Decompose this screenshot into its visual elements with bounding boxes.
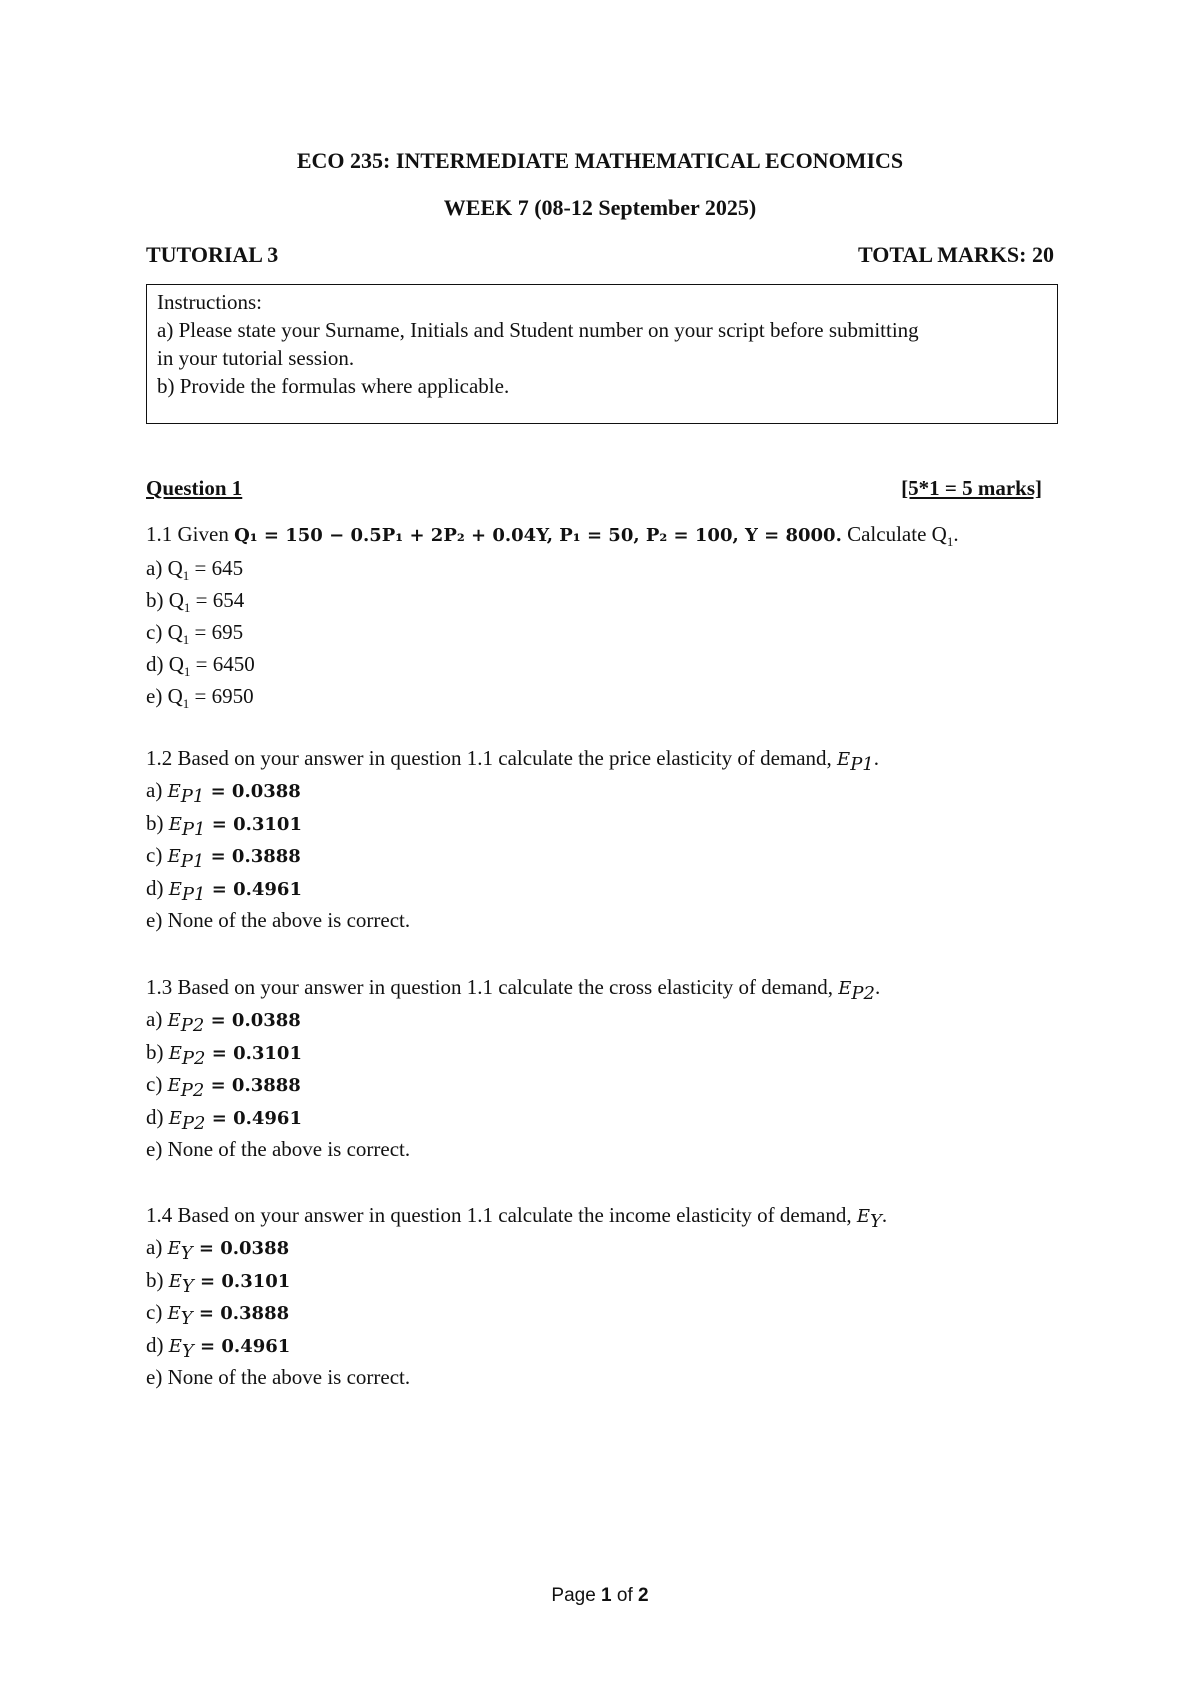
q11-option: d) $Q_1 = 6450$: [146, 652, 255, 680]
q12-option: c) $E_{P1} = 0.3888$: [146, 843, 301, 873]
q12-option: b) $E_{P1} = 0.3101$: [146, 810, 302, 840]
q13-stem: 1.3 Based on your answer in question 1.1 calculate the cross elasticity of demand, $E_{P2}$.: [146, 975, 881, 1005]
question-marks: [5*1 = 5 marks]: [901, 476, 1042, 500]
page-footer: Page 1 of 2: [551, 1585, 649, 1606]
q12-option: d) $E_{P1} = 0.4961$: [146, 875, 302, 905]
q11-option: c) $Q_1 = 695$: [146, 620, 244, 648]
q14-stem: 1.4 Based on your answer in question 1.1 calculate the income elasticity of demand, $E_Y$.: [146, 1203, 888, 1233]
q14-option: b) $E_Y = 0.3101$: [146, 1267, 291, 1297]
total-marks: TOTAL MARKS: 20: [858, 242, 1054, 267]
q14-option-none: e) None of the above is correct.: [146, 1365, 411, 1389]
q14-option: d) $E_Y = 0.4961$: [146, 1332, 291, 1362]
q11-formula: Q₁ = 150 − 0.5P₁ + 2P₂ + 0.04Y, P₁ = 50, P₂ = 100, Y = 8000.: [234, 525, 842, 546]
instruction-b: b) Provide the formulas where applicable.: [157, 374, 510, 398]
q13-option-none: e) None of the above is correct.: [146, 1137, 411, 1161]
q12-stem: 1.2 Based on your answer in question 1.1 calculate the price elasticity of demand, $E_{P1}$.: [146, 746, 880, 776]
q13-option: a) $E_{P2} = 0.0388$: [146, 1007, 301, 1037]
q11-option: e) $Q_1 = 6950$: [146, 684, 254, 712]
week-title: WEEK 7 (08-12 September 2025): [443, 195, 757, 220]
question-title: Question 1: [146, 476, 243, 500]
q14-option: c) $E_Y = 0.3888$: [146, 1300, 290, 1330]
q13-option: d) $E_{P2} = 0.4961$: [146, 1104, 302, 1134]
q12-option: a) $E_{P1} = 0.0388$: [146, 778, 301, 808]
q11-option: b) $Q_1 = 654$: [146, 588, 245, 616]
q14-option: a) $E_Y = 0.0388$: [146, 1235, 290, 1265]
instructions-box: [146, 284, 1058, 424]
q11-stem: 1.1 Given Q₁ = 150 − 0.5P₁ + 2P₂ + 0.04Y, P₁ = 50, P₂ = 100, Y = 8000. Calculate $Q_1$.: [146, 522, 959, 550]
instruction-a-line1: a) Please state your Surname, Initials and Student number on your script before submitting: [157, 318, 919, 342]
q12-option-none: e) None of the above is correct.: [146, 908, 411, 932]
q13-option: c) $E_{P2} = 0.3888$: [146, 1072, 301, 1102]
tutorial-label: TUTORIAL 3: [146, 242, 279, 267]
q13-option: b) $E_{P2} = 0.3101$: [146, 1039, 302, 1069]
course-title: ECO 235: INTERMEDIATE MATHEMATICAL ECONOMICS: [296, 148, 904, 173]
tutorial-row: [146, 242, 1054, 268]
question-header: [146, 476, 1042, 501]
q11-option: a) $Q_1 = 645$: [146, 556, 244, 584]
instruction-a-line2: in your tutorial session.: [157, 346, 355, 370]
instructions-heading: Instructions:: [157, 290, 262, 314]
